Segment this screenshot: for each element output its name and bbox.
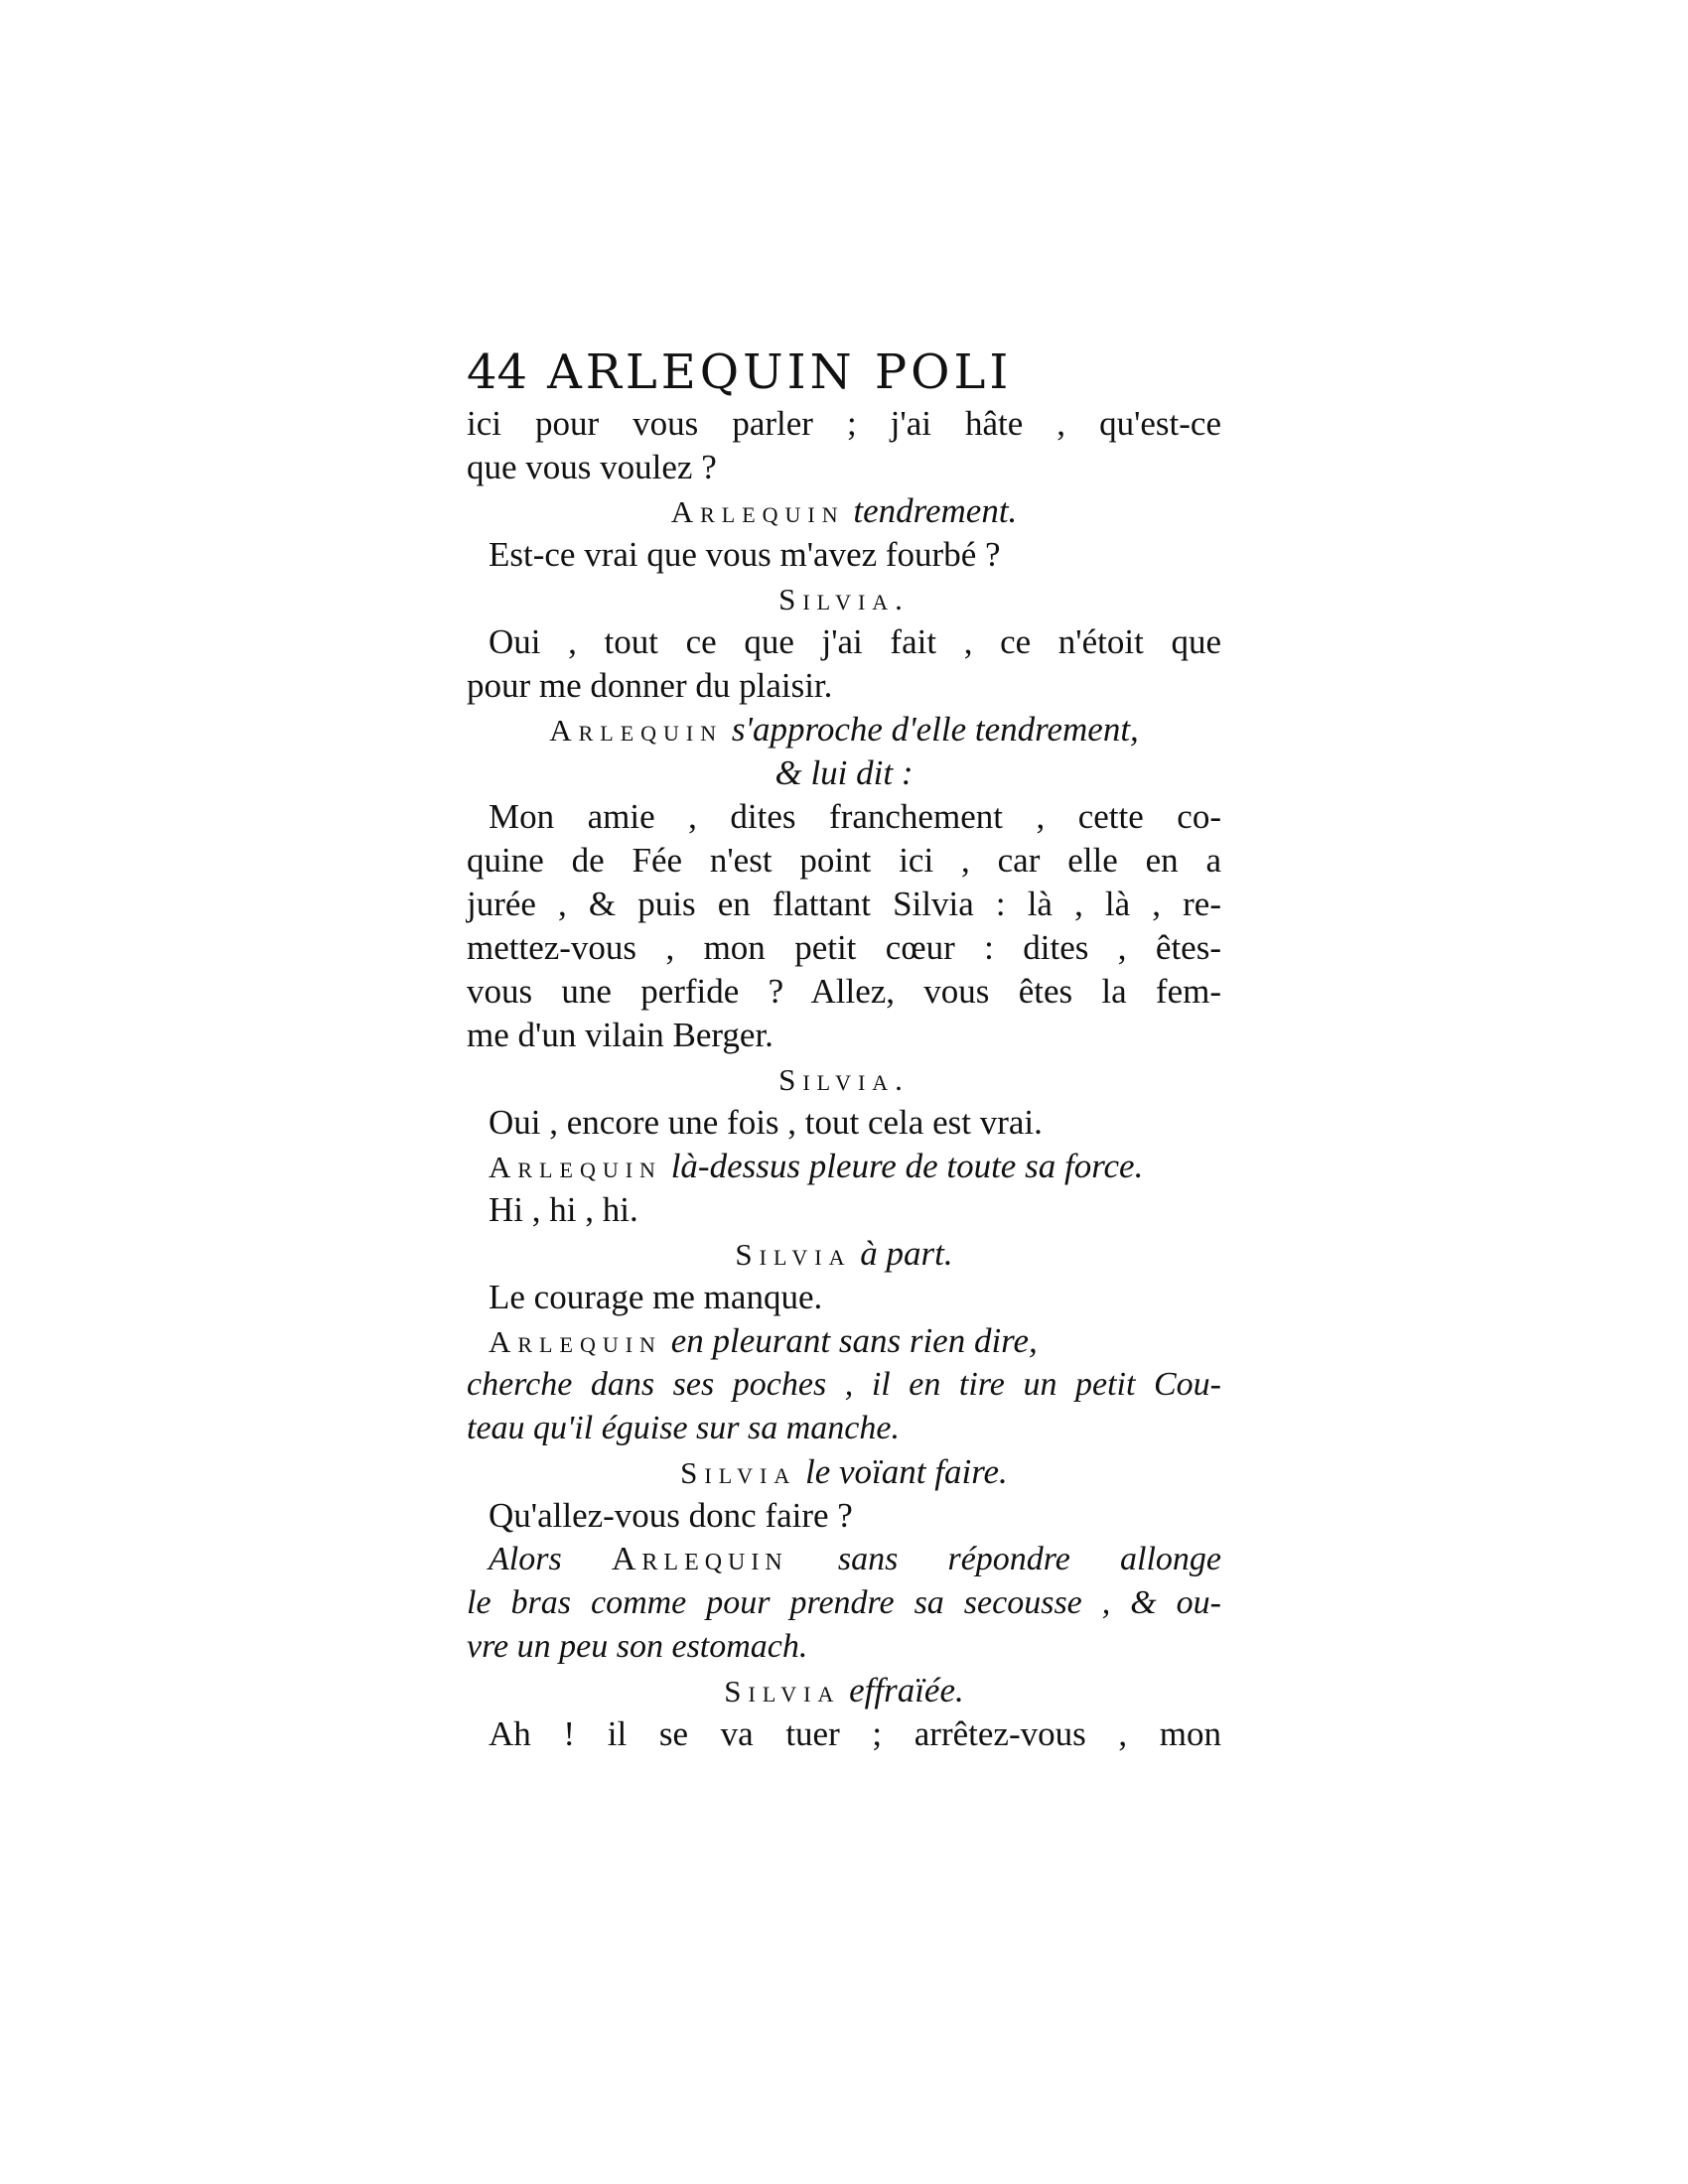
speaker-name: Arlequin <box>489 1324 662 1359</box>
speaker-heading <box>467 489 1221 533</box>
stage-line: cherche dans ses poches , il en tire un petit Cou- <box>467 1366 1221 1403</box>
speaker-name: Arlequin <box>489 1150 662 1184</box>
speaker-heading <box>467 1319 1221 1363</box>
speaker-heading <box>467 708 1221 751</box>
text-line: Ah ! il se va tuer ; arrêtez-vous , mon <box>489 1714 1221 1753</box>
text-line: Mon amie , dites franchement , cette co- <box>489 797 1221 836</box>
stage-direction: tendrement. <box>853 491 1018 530</box>
stage-line: vre un peu son estomach. <box>467 1628 808 1665</box>
text-block <box>467 342 1221 1756</box>
speaker-name: Silvia <box>724 1674 841 1708</box>
text-line: pour me donner du plaisir. <box>467 666 833 705</box>
text-line: jurée , & puis en flattant Silvia : là , là , re- <box>467 885 1221 923</box>
speaker-heading <box>467 1232 1221 1276</box>
stage-direction: en pleurant sans rien dire, <box>670 1321 1038 1360</box>
stage-line: teau qu'il éguise sur sa manche. <box>467 1410 900 1446</box>
stage-direction: à part. <box>860 1234 953 1273</box>
text-line: Oui , tout ce que j'ai fait , ce n'étoit que <box>489 622 1221 661</box>
speaker-heading <box>467 1145 1221 1188</box>
stage-direction: là-dessus pleure de toute sa force. <box>670 1147 1144 1185</box>
text-line: vous une perfide ? Allez, vous êtes la fem- <box>467 972 1221 1011</box>
page-number: 44 <box>467 344 528 400</box>
speaker-heading <box>467 1538 1221 1581</box>
speaker-name: Silvia <box>680 1455 797 1490</box>
text-line: Hi , hi , hi. <box>489 1190 638 1229</box>
stage-line: le bras comme pour prendre sa secousse , & ou- <box>467 1584 1221 1621</box>
speaker-name: Silvia. <box>778 1062 910 1097</box>
speaker-heading <box>467 1669 1221 1712</box>
text-line: mettez-vous , mon petit cœur : dites , êtes- <box>467 928 1221 967</box>
stage-direction: s'approche d'elle tendrement, <box>731 710 1139 749</box>
speaker-heading <box>467 1057 1221 1101</box>
text-line: que vous voulez ? <box>467 448 717 486</box>
speaker-name: Arlequin <box>670 494 845 529</box>
stage-direction: le voïant faire. <box>805 1452 1008 1491</box>
speaker-heading <box>467 577 1221 620</box>
speaker-heading <box>467 751 1221 795</box>
speaker-heading <box>467 1450 1221 1494</box>
running-head <box>467 342 1221 402</box>
speaker-name: Silvia <box>735 1237 852 1272</box>
text-line: me d'un vilain Berger. <box>467 1016 774 1054</box>
stage-direction: & lui dit : <box>774 753 914 792</box>
speaker-name: Arlequin <box>611 1541 788 1577</box>
text-line: quine de Fée n'est point ici , car elle en a <box>467 841 1221 880</box>
text-line: Est-ce vrai que vous m'avez fourbé ? <box>489 535 1001 574</box>
stage-direction: effraïée. <box>849 1671 964 1709</box>
stage-direction-prefix: Alors <box>489 1541 562 1577</box>
text-line: Le courage me manque. <box>489 1278 823 1316</box>
text-line: Oui , encore une fois , tout cela est vrai. <box>489 1103 1043 1142</box>
text-line: ici pour vous parler ; j'ai hâte , qu'est-ce <box>467 404 1221 443</box>
stage-direction: sans répondre allonge <box>837 1541 1222 1577</box>
speaker-name: Silvia. <box>778 582 910 616</box>
text-line: Qu'allez-vous donc faire ? <box>489 1496 853 1535</box>
speaker-name: Arlequin <box>549 713 724 748</box>
running-title: ARLEQUIN POLI <box>547 344 1013 400</box>
